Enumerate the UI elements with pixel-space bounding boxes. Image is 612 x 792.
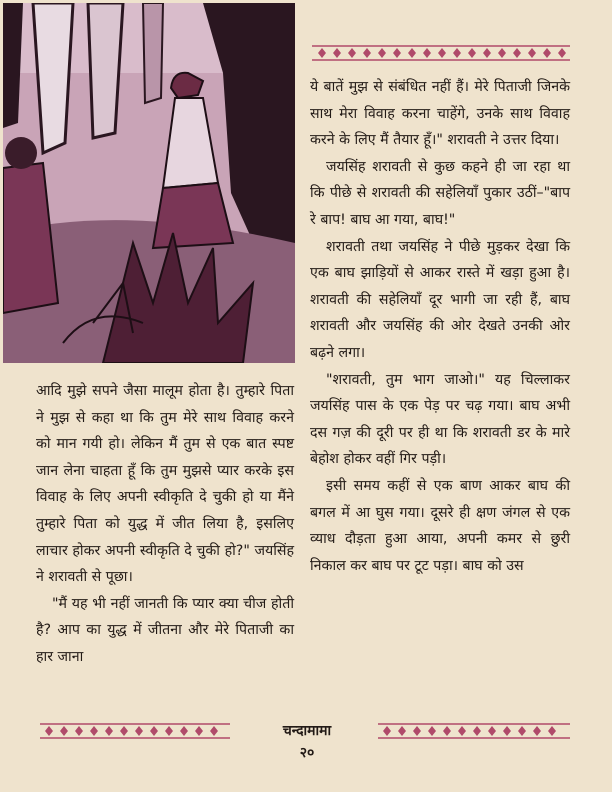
right-paragraph-2: जयसिंह शरावती से कुछ कहने ही जा रहा था कि पीछे से शरावती की सहेलियाँ पुकार उठीं–"बाप रे बाप! बाघ आ गया, बाघ!" bbox=[310, 158, 570, 228]
magazine-title: चन्दामामा bbox=[282, 723, 332, 739]
left-paragraph-1: आदि मुझे सपने जैसा मालूम होता है। तुम्हारे पिता ने मुझ से कहा था कि तुम मेरे साथ विवाह करने को मान गयी हो। लेकिन मैं तुम से एक बात स्पष्ट जान लेना चाहता हूँ कि तुम मुझसे प्यार करके इस विवाह के लिए अपनी स्वीकृति दे चुकी हो या मैंने तुम्हारे पिता को युद्ध में जीत लिया है, इसलिए लाचार होकर अपनी स्वीकृति दे चुकी हो?" जयसिंह ने शरावती से पूछा। bbox=[36, 383, 294, 586]
right-paragraph-1: ये बातें मुझ से संबंधित नहीं हैं। मेरे पिताजी जिनके साथ मेरा विवाह करना चाहेंगे, उनके साथ विवाह करने के लिए मैं तैयार हूँ।" शरावती ने उत्तर दिया। bbox=[310, 79, 570, 149]
right-paragraph-4: "शरावती, तुम भाग जाओ।" यह चिल्लाकर जयसिंह पास के एक पेड़ पर चढ़ गया। बाघ अभी दस गज़ की दूरी पर ही था कि शरावती डर के मारे बेहोश होकर वहीं गिर पड़ी। bbox=[310, 371, 570, 468]
right-text-column bbox=[310, 74, 570, 579]
page-number: २० bbox=[299, 745, 315, 761]
left-paragraph-2: "मैं यह भी नहीं जानती कि प्यार क्या चीज होती है? आप का युद्ध में जीतना और मेरे पिताजी का हार जाना bbox=[36, 595, 294, 665]
right-paragraph-5: इसी समय कहीं से एक बाण आकर बाघ की बगल में आ घुस गया। दूसरे ही क्षण जंगल से एक व्याध दौड़ता हुआ आया, अपनी कमर से छुरी निकाल कर बाघ पर टूट पड़ा। बाघ को उस bbox=[310, 477, 570, 574]
bottom-left-decorative-border bbox=[40, 722, 230, 740]
left-text-column bbox=[36, 378, 294, 671]
right-paragraph-3: शरावती तथा जयसिंह ने पीछे मुड़कर देखा कि एक बाघ झाड़ियों से आकर रास्ते में खड़ा हुआ है। शरावती की सहेलियाँ दूर भागी जा रही हैं, बाघ शरावती और जयसिंह की ओर देखते उनकी ओर बढ़ने लगा। bbox=[310, 238, 570, 361]
story-illustration bbox=[3, 3, 295, 363]
top-decorative-border bbox=[312, 44, 570, 62]
bottom-right-decorative-border bbox=[378, 722, 570, 740]
